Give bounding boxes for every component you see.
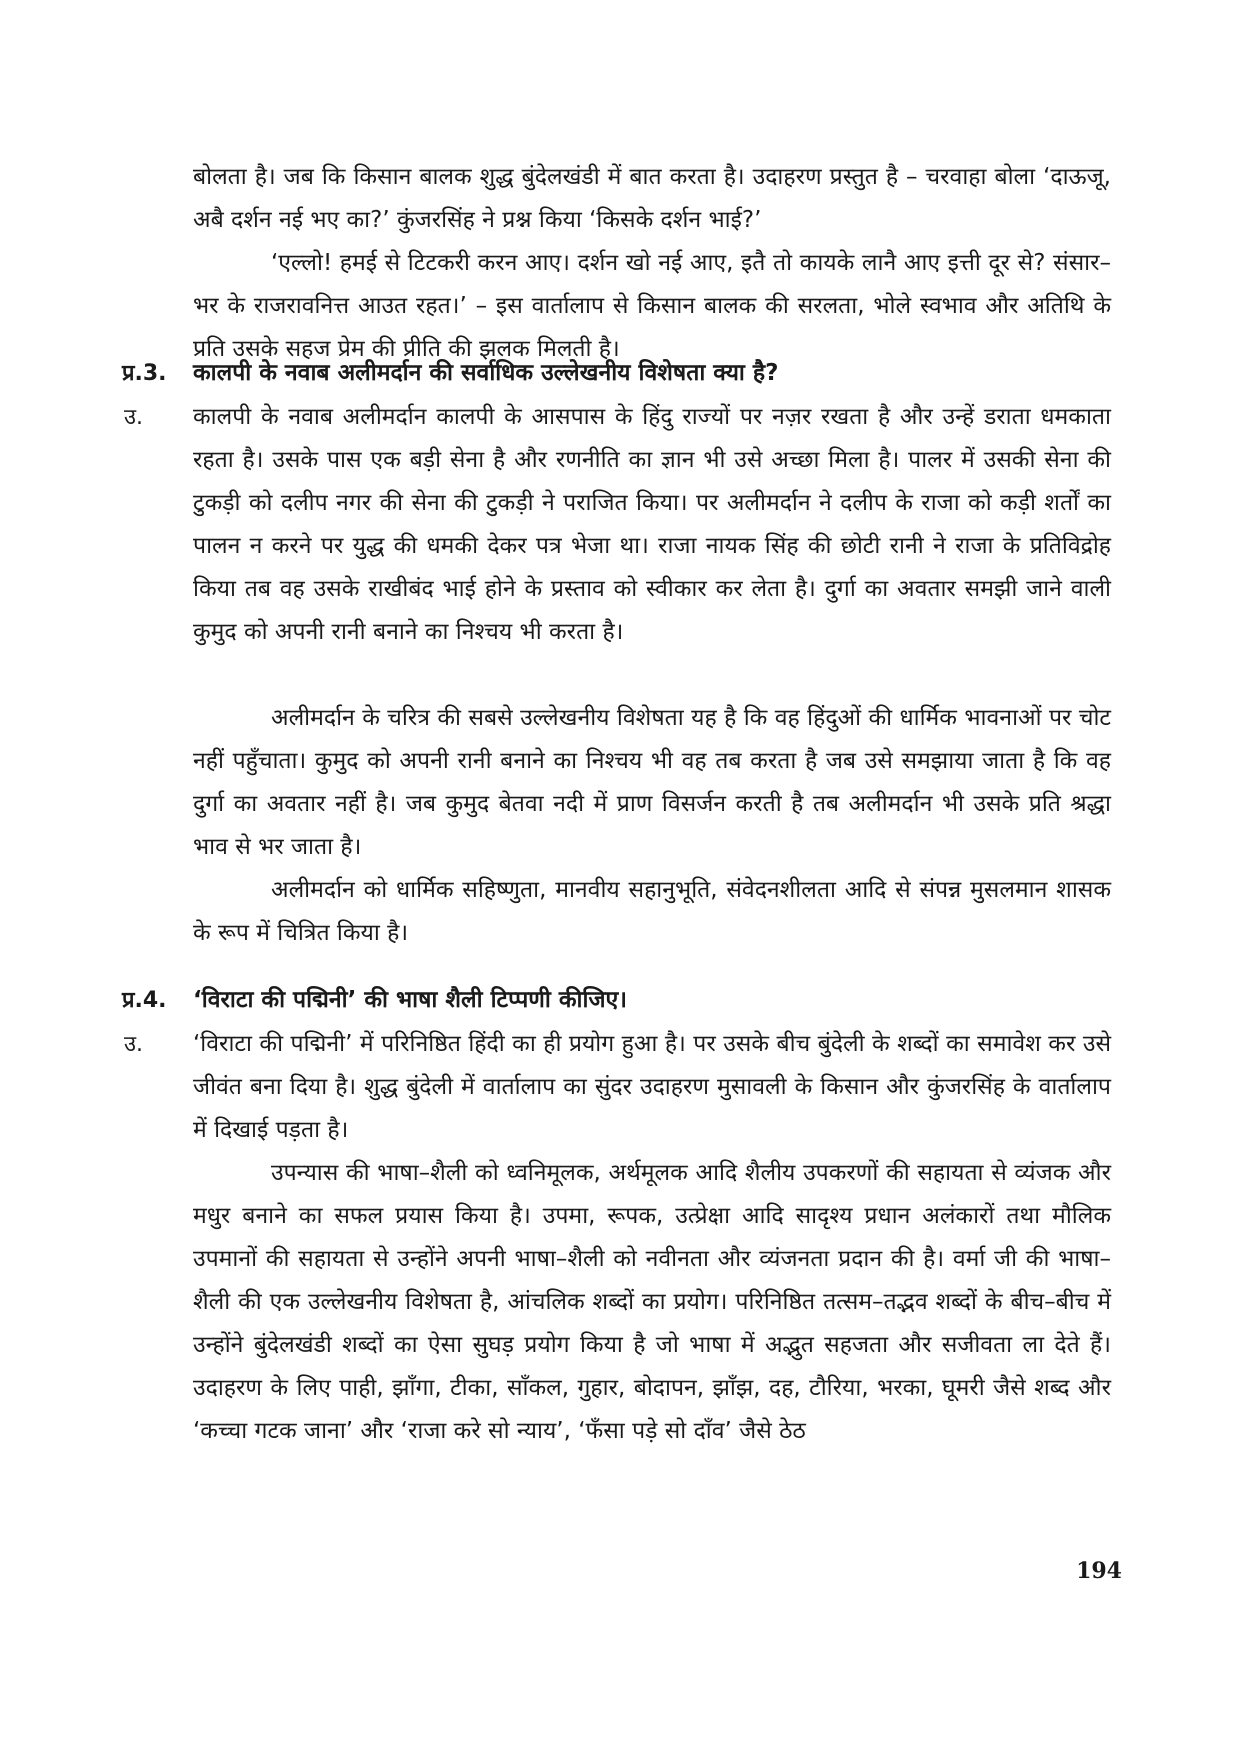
answer-3-paragraph-3: अलीमर्दान को धार्मिक सहिष्णुता, मानवीय सहानुभूति, संवेदनशीलता आदि से संपन्न मुसलमान शासक के रूप में चित्रित किया है।	[193, 877, 1111, 946]
page-number: 194	[1076, 1558, 1122, 1584]
question-3-text: कालपी के नवाब अलीमर्दान की सर्वाधिक उल्लेखनीय विशेषता क्या है?	[193, 360, 779, 386]
answer-3-paragraph-1: कालपी के नवाब अलीमर्दान कालपी के आसपास के हिंदु राज्यों पर नज़र रखता है और उन्हें डराता धमकाता रहता है। उसके पास एक बड़ी सेना है और रणनीति का ज्ञान भी उसे अच्छा मिला है। पालर में उसकी सेना की टुकड़ी को दलीप नगर की सेना की टुकड़ी ने पराजित किया। पर अलीमर्दान ने दलीप के राजा को कड़ी शर्तों का पालन न करने पर युद्ध की धमकी देकर पत्र भेजा था। राजा नायक सिंह की छोटी रानी ने राजा के प्रतिविद्रोह किया तब वह उसके राखीबंद भाई होने के प्रस्ताव को स्वीकार कर लेता है। दुर्गा का अवतार समझी जाने वाली कुमुद को अपनी रानी बनाने का निश्चय भी करता है।	[193, 404, 1111, 645]
paragraph-intro-1: बोलता है। जब कि किसान बालक शुद्ध बुंदेलखंडी में बात करता है। उदाहरण प्रस्तुत है – चरवाहा बोला ‘दाऊजू, अबै दर्शन नई भए का?’ कुंजरसिंह ने प्रश्न किया ‘किसके दर्शन भाई?’	[193, 164, 1111, 233]
answer-4-paragraph-1: ‘विराटा की पद्मिनी’ में परिनिष्ठित हिंदी का ही प्रयोग हुआ है। पर उसके बीच बुंदेली के शब्दों का समावेश कर उसे जीवंत बना दिया है। शुद्ध बुंदेली में वार्तालाप का सुंदर उदाहरण मुसावली के किसान और कुंजरसिंह के वार्तालाप में दिखाई पड़ता है।	[193, 1031, 1111, 1143]
question-4-text: ‘विराटा की पद्मिनी’ की भाषा शैली टिप्पणी कीजिए।	[193, 987, 627, 1013]
answer-3-label: उ.	[124, 405, 144, 430]
question-4-row	[0, 979, 1241, 1022]
question-3-label: प्र.3.	[122, 361, 167, 386]
answer-4-paragraph-2: उपन्यास की भाषा–शैली को ध्वनिमूलक, अर्थमूलक आदि शैलीय उपकरणों की सहायता से व्यंजक और मधुर बनाने का सफल प्रयास किया है। उपमा, रूपक, उत्प्रेक्षा आदि सादृश्य प्रधान अलंकारों तथा मौलिक उपमानों की सहायता से उन्होंने अपनी भाषा–शैली को नवीनता और व्यंजनता प्रदान की है। वर्मा जी की भाषा–शैली की एक उल्लेखनीय विशेषता है, आंचलिक शब्दों का प्रयोग। परिनिष्ठित तत्सम–तद्भव शब्दों के बीच–बीच में उन्होंने बुंदेलखंडी शब्दों का ऐसा सुघड़ प्रयोग किया है जो भाषा में अद्भुत सहजता और सजीवता ला देते हैं। उदाहरण के लिए पाही, झाँगा, टीका, साँकल, गुहार, बोदापन, झाँझ, दह, टौरिया, भरका, घूमरी जैसे शब्द और ‘कच्चा गटक जाना’ और ‘राजा करे सो न्याय’, ‘फँसा पड़े सो दाँव’ जैसे ठेठ	[193, 1160, 1111, 1444]
question-4-label: प्र.4.	[122, 988, 167, 1013]
question-3-row	[0, 352, 1241, 395]
answer-4-label: उ.	[124, 1032, 144, 1057]
answer-3-paragraph-2: अलीमर्दान के चरित्र की सबसे उल्लेखनीय विशेषता यह है कि वह हिंदुओं की धार्मिक भावनाओं पर चोट नहीं पहुँचाता। कुमुद को अपनी रानी बनाने का निश्चय भी वह तब करता है जब उसे समझाया जाता है कि वह दुर्गा का अवतार नहीं है। जब कुमुद बेतवा नदी में प्राण विसर्जन करती है तब अलीमर्दान भी उसके प्रति श्रद्धा भाव से भर जाता है।	[193, 705, 1111, 860]
paragraph-intro-2: ‘एल्लो! हमई से टिटकरी करन आए। दर्शन खो नई आए, इतै तो कायके लानै आए इत्ती दूर से? संसार–भर के राजरावनित्त आउत रहत।’ – इस वार्तालाप से किसान बालक की सरलता, भोले स्वभाव और अतिथि के प्रति उसके सहज प्रेम की प्रीति की झलक मिलती है।	[193, 250, 1111, 362]
